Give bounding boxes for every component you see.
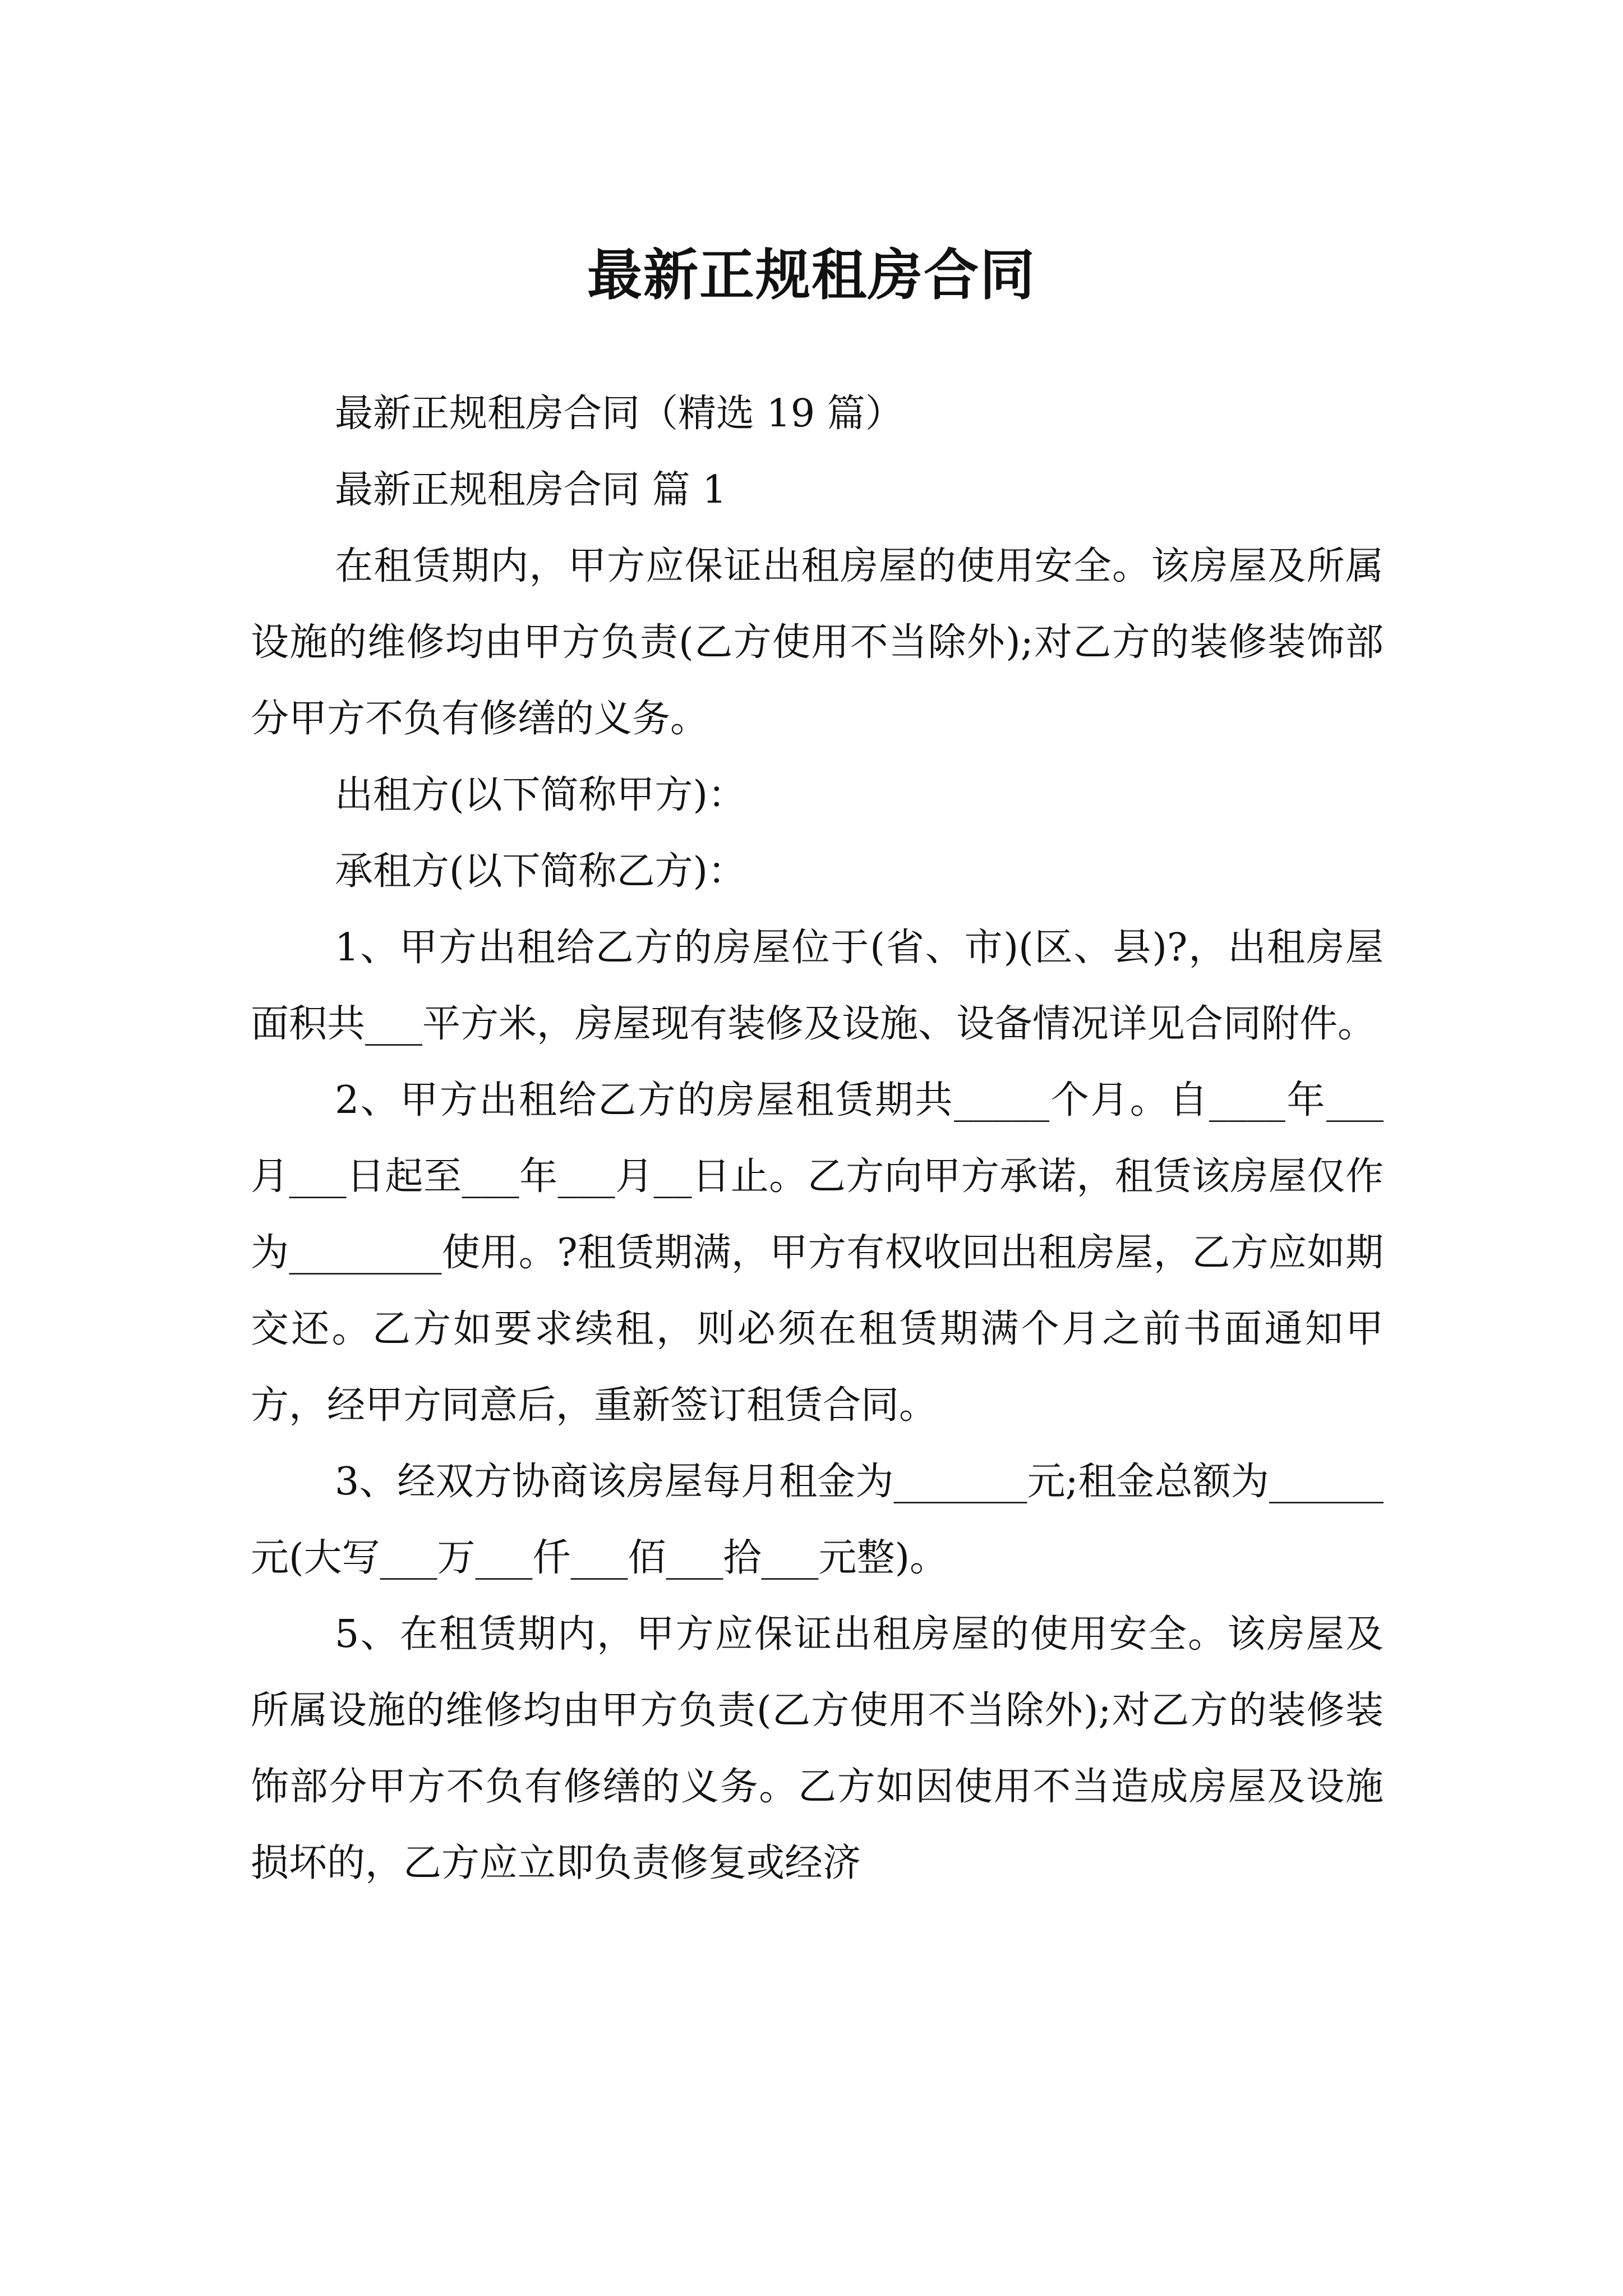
- paragraph-lessee: 承租方(以下简称乙方)：: [335, 849, 746, 894]
- document-body: [251, 376, 1384, 1902]
- clause-1: 1、甲方出租给乙方的房屋位于(省、市)(区、县)?，出租房屋面积共___平方米，房屋现有装修及设施、设备情况详见合同附件。: [251, 926, 1384, 1046]
- paragraph-section-heading: 最新正规租房合同 篇 1: [335, 468, 727, 512]
- clause-2: 2、甲方出租给乙方的房屋租赁期共_____个月。自____年___月___日起至___年___月__日止。乙方向甲方承诺，租赁该房屋仅作为________使用。?租赁期满，甲方有权收回出租房屋，乙方应如期交还。乙方如要求续租，则必须在租赁期满个月之前书面通知甲方，经甲方同意后，重新签订租赁合同。: [251, 1078, 1384, 1428]
- paragraph-lessor: 出租方(以下简称甲方)：: [335, 773, 746, 817]
- document-title: 最新正规租房合同: [587, 242, 1036, 307]
- paragraph-collection-title: 最新正规租房合同（精选 19 篇）: [335, 392, 903, 436]
- clause-5: 5、在租赁期内，甲方应保证出租房屋的使用安全。该房屋及所属设施的维修均由甲方负责(乙方使用不当除外);对乙方的装修装饰部分甲方不负有修缮的义务。乙方如因使用不当造成房屋及设施损坏的，乙方应立即负责修复或经济: [251, 1612, 1384, 1885]
- paragraph-safety-intro: 在租赁期内，甲方应保证出租房屋的使用安全。该房屋及所属设施的维修均由甲方负责(乙方使用不当除外);对乙方的装修装饰部分甲方不负有修缮的义务。: [251, 544, 1384, 741]
- clause-3: 3、经双方协商该房屋每月租金为_______元;租金总额为______元(大写___万___仟___佰___拾___元整)。: [251, 1460, 1384, 1580]
